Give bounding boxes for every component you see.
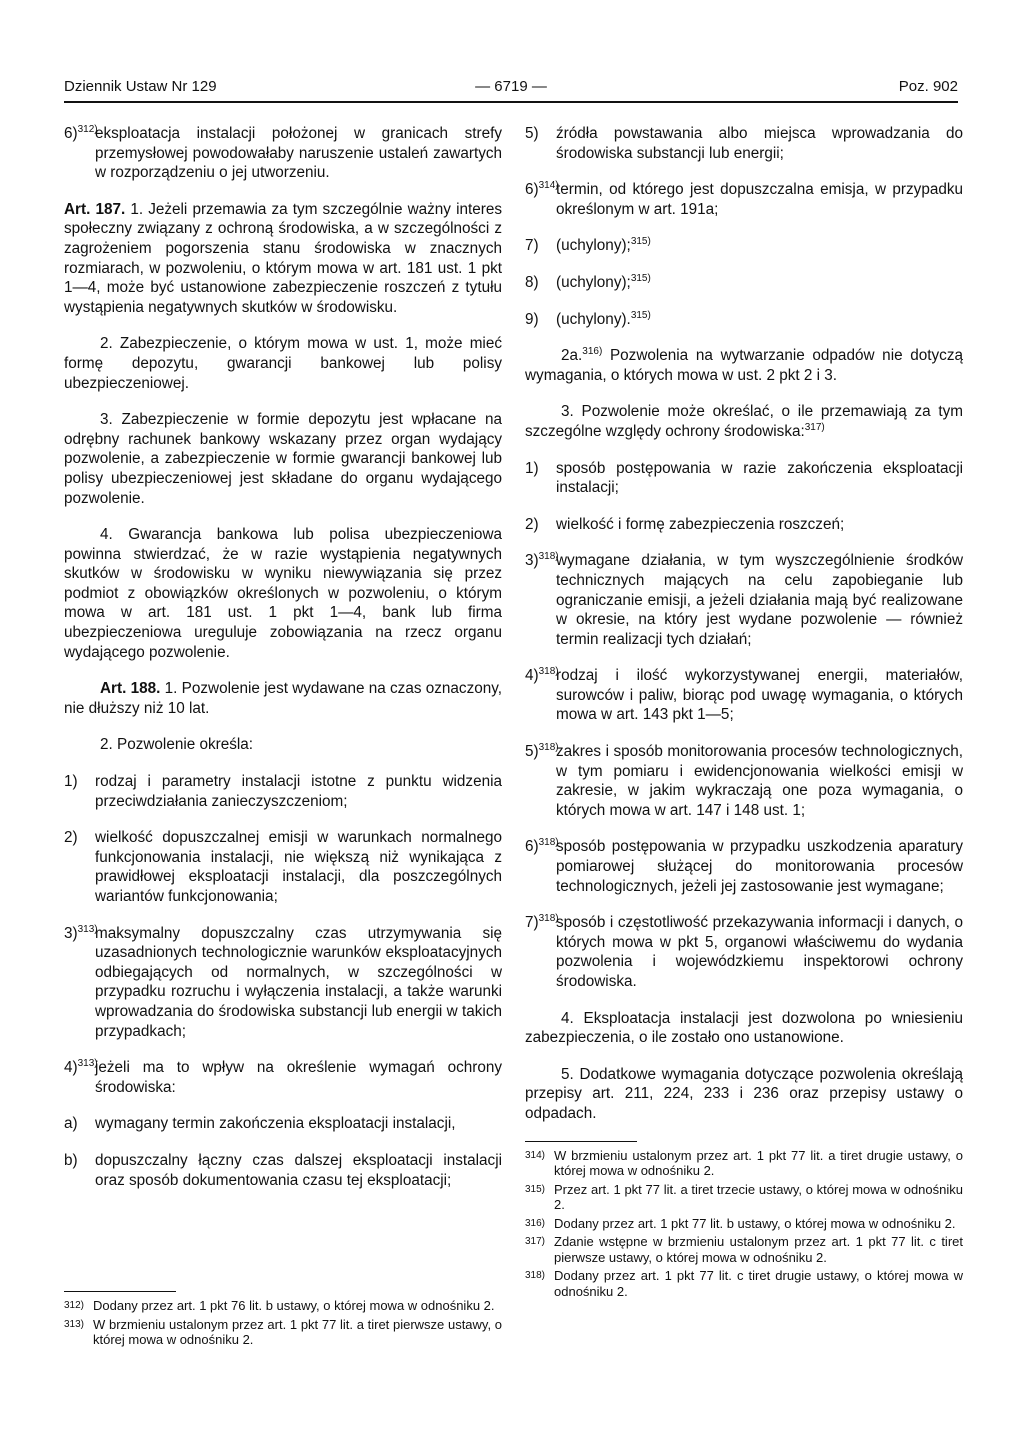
item-text: wielkość dopuszczalnej emisji w warunkach normalnego funkcjonowania instalacji, nie większą niż wynikająca z prawidłowej eksploatacji instalacji, dla poszczególnych wariantów funkcjonowania; [95,829,502,905]
item-text: wymagane działania, w tym wyszczególnienie środków technicznych mających na celu zapobieganie lub ograniczanie emisji, a jeżeli działania mają być realizowane w okresie, na który jest wydane pozwolenie — również termin realizacji tych działań; [556,552,963,648]
footnote-ref: 318) [538,666,559,678]
footnote-text: Dodany przez art. 1 pkt 77 lit. b ustawy, o której mowa w odnośniku 2. [554,1215,956,1231]
list-item [525,273,963,293]
footnote-ref: 315) [630,309,651,321]
footnote-ref: 316) [582,346,603,358]
footnote-number: 312) [64,1300,85,1311]
list-item [525,742,963,820]
footnote-text: Dodany przez art. 1 pkt 77 lit. c tiret drugie ustawy, o której mowa w odnośniku 2. [554,1268,963,1299]
article-text: 1. Pozwolenie jest wydawane na czas oznaczony, nie dłuższy niż 10 lat. [64,680,502,717]
footnote [64,1298,502,1314]
list-item [525,459,963,498]
item-number: 3) [64,924,78,942]
item-text: sposób postępowania w razie zakończenia eksploatacji instalacji; [556,459,963,497]
footnote [525,1216,963,1232]
list-item [525,551,963,649]
footnote-number: 314) [525,1149,546,1161]
item-text: rodzaj i parametry instalacji istotne z punktu widzenia przeciwdziałania zanieczyszczeniom; [95,773,502,810]
footnote [525,1182,963,1213]
item-number: 5) [525,125,539,142]
footnote-number: 316) [525,1217,546,1229]
paragraph-text: Pozwolenia na wytwarzanie odpadów nie dotyczą wymagania, o których mowa w ust. 2 pkt 2 i 3. [525,347,963,384]
list-item [525,124,963,163]
position-number: Poz. 902 [898,78,958,95]
footnote [64,1317,502,1348]
footnote-text: W brzmieniu ustalonym przez art. 1 pkt 77 lit. a tiret pierwsze ustawy, o której mowa w odnośniku 2. [93,1316,502,1347]
paragraph: 4. Gwarancja bankowa lub polisa ubezpieczeniowa powinna stwierdzać, że w razie wystąpienia negatywnych skutków w środowisku w wyniku niewywiązania się przez podmiot z obowiązków określonych w pozwoleniu, o którym mowa w art. 181 ust. 1 pkt 1—4, bank lub firma ubezpieczeniowa ureguluje zobowiązania na rzecz organu wydającego pozwolenie. [64,526,502,661]
footnote-text: Dodany przez art. 1 pkt 76 lit. b ustawy, o której mowa w odnośniku 2. [93,1298,495,1313]
footnote-ref: 312) [77,124,98,135]
sub-item-text: wymagany termin zakończenia eksploatacji instalacji, [95,1115,456,1133]
item-number: 7) [525,914,539,932]
item-text: rodzaj i ilość wykorzystywanej energii, materiałów, surowców i paliw, biorąc pod uwagę wymagania, o których mowa w art. 143 pkt 1—5; [556,667,963,724]
page-header [64,78,958,102]
article-text: 1. Jeżeli przemawia za tym szczególnie ważny interes społeczny związany z ochroną środowiska, a w szczególności z zagrożeniem pogorszenia stanu środowiska w znacznych rozmiarach, w pozwoleniu, o którym mowa w art. 181 ust. 1 pkt 1—4, może być ustanowione zabezpieczenie roszczeń z tytułu wystąpienia negatywnych skutków w środowisku. [64,200,502,316]
item-number: 6) [525,181,539,199]
item-text: eksploatacja instalacji położonej w granicach strefy przemysłowej powodowałaby naruszenie ustaleń zawartych w rozporządzeniu o jej utworzeniu. [95,125,502,182]
footnote-number: 317) [525,1236,546,1248]
footnote-text: Zdanie wstępne w brzmieniu ustalonym przez art. 1 pkt 77 lit. c tiret pierwsze ustawy, o której mowa w odnośniku 2. [554,1234,963,1265]
right-column [525,124,963,1302]
list-item [525,236,963,256]
footnote [525,1234,963,1265]
item-text: zakres i sposób monitorowania procesów technologicznych, w tym pomiaru i ewidencjonowania wielkości emisji w zakresie, w jakim wykraczają one poza wymagania, o których mowa w art. 147 i 148 ust. 1; [556,743,963,819]
footnote-ref: 314) [538,180,559,192]
item-text: (uchylony); [556,237,631,255]
item-number: 7) [525,237,539,255]
list-item [525,837,963,896]
list-item [64,1058,502,1097]
footnote-text: W brzmieniu ustalonym przez art. 1 pkt 77 lit. a tiret drugie ustawy, o której mowa w odnośniku 2. [554,1147,963,1179]
footnote-ref: 313) [77,1058,98,1070]
item-text: (uchylony). [556,310,631,328]
article-188-paragraph [64,679,502,718]
item-number: 4) [525,667,539,685]
item-text: (uchylony); [556,273,631,291]
footnote-rule [64,1291,176,1292]
footnote-ref: 318) [538,837,559,849]
footnote-ref: 318) [538,742,559,754]
footnote-ref: 315) [630,272,651,284]
list-item [525,310,963,330]
paragraph-lead: 2a. [561,347,583,365]
paragraph-text: 3. Pozwolenie może określać, o ile przemawiają za tym szczególne względy ochrony środowiska: [525,403,963,440]
item-number: 6) [525,838,539,856]
article-label: Art. 187. [64,200,126,218]
footnote [525,1148,963,1179]
item-text: sposób i częstotliwość przekazywania informacji i danych, o których mowa w pkt 5, organowi właściwemu do wydania pozwolenia i wojewódzkiemu inspektorowi ochrony środowiska. [556,914,963,990]
footnote-ref: 318) [538,913,559,925]
item-number: 5) [525,743,539,761]
sub-list-item [64,1114,502,1134]
item-number: 4) [64,1059,78,1077]
item-number: 8) [525,273,539,291]
footnote-ref: 317) [804,421,825,433]
page-number: — 6719 — [475,78,547,95]
footnote-ref: 315) [630,236,651,248]
item-number: 1) [525,459,539,477]
footnote-text: Przez art. 1 pkt 77 lit. a tiret trzecie ustawy, o której mowa w odnośniku 2. [554,1181,963,1213]
footnote [525,1268,963,1299]
list-item [525,515,963,535]
sub-item-letter: b) [64,1151,78,1169]
item-text: termin, od którego jest dopuszczalna emisja, w przypadku określonym w art. 191a; [556,181,963,218]
list-item [64,828,502,906]
paragraph: 4. Eksploatacja instalacji jest dozwolona po wniesieniu zabezpieczenia, o ile zostało ono ustanowione. [525,1009,963,1047]
item-number: 9) [525,310,539,328]
item-number: 1) [64,773,78,791]
article-label: Art. 188. [100,680,161,698]
sub-item-text: dopuszczalny łączny czas dalszej eksploatacji instalacji oraz sposób dokumentowania czasu tej eksploatacji; [95,1151,502,1189]
list-item [525,180,963,219]
item-text: wielkość i formę zabezpieczenia roszczeń; [556,515,845,533]
item-number: 2) [64,829,78,847]
footnote-rule [525,1141,637,1142]
header-rule [64,101,958,103]
sub-list-item [64,1151,502,1190]
left-footnotes [64,1285,502,1351]
paragraph: 2. Zabezpieczenie, o którym mowa w ust. 1, może mieć formę depozytu, gwarancji bankowej lub polisy ubezpieczeniowej. [64,335,502,392]
footnote-ref: 313) [77,923,98,935]
footnote-ref: 318) [538,551,559,563]
paragraph: 5. Dodatkowe wymagania dotyczące pozwolenia określają przepisy art. 211, 224, 233 i 236 oraz przepisy ustawy o odpadach. [525,1065,963,1122]
footnote-number: 313) [64,1318,85,1330]
left-column [64,124,502,1207]
journal-title: Dziennik Ustaw Nr 129 [64,78,217,95]
paragraph: 3. Zabezpieczenie w formie depozytu jest wpłacane na odrębny rachunek bankowy wskazany przez organ wydający pozwolenie, a zabezpieczenie w formie gwarancji bankowej lub polisy ubezpieczeniowej jest składane do organu wydającego pozwolenie. [64,411,502,507]
item-text: maksymalny dopuszczalny czas utrzymywania się uzasadnionych technologicznie warunków eksploatacyjnych odbiegających od normalnych, w szczególności w przypadku rozruchu i wyłączenia instalacji, a także warunki wprowadzania do środowiska substancji lub energii w takich przypadkach; [95,924,502,1040]
article-187-paragraph [64,200,502,318]
item-text: sposób postępowania w przypadku uszkodzenia aparatury pomiarowej służącej do monitorowania procesów technologicznych, jeżeli jej zastosowanie jest wymagane; [556,838,963,895]
list-item [64,924,502,1042]
item-number: 2) [525,515,539,533]
paragraph-3 [525,402,963,441]
item-number: 3) [525,552,539,570]
paragraph-2a [525,346,963,385]
item-text: jeżeli ma to wpływ na określenie wymagań ochrony środowiska: [95,1059,502,1096]
footnote-number: 318) [525,1270,546,1282]
list-item [64,124,502,183]
paragraph: 2. Pozwolenie określa: [100,736,254,754]
footnote-number: 315) [525,1183,546,1195]
list-item [525,913,963,991]
item-text: źródła powstawania albo miejsca wprowadzania do środowiska substancji lub energii; [556,125,963,162]
list-item [525,666,963,725]
sub-item-letter: a) [64,1115,78,1133]
item-number: 6) [64,125,78,142]
list-item [64,772,502,811]
